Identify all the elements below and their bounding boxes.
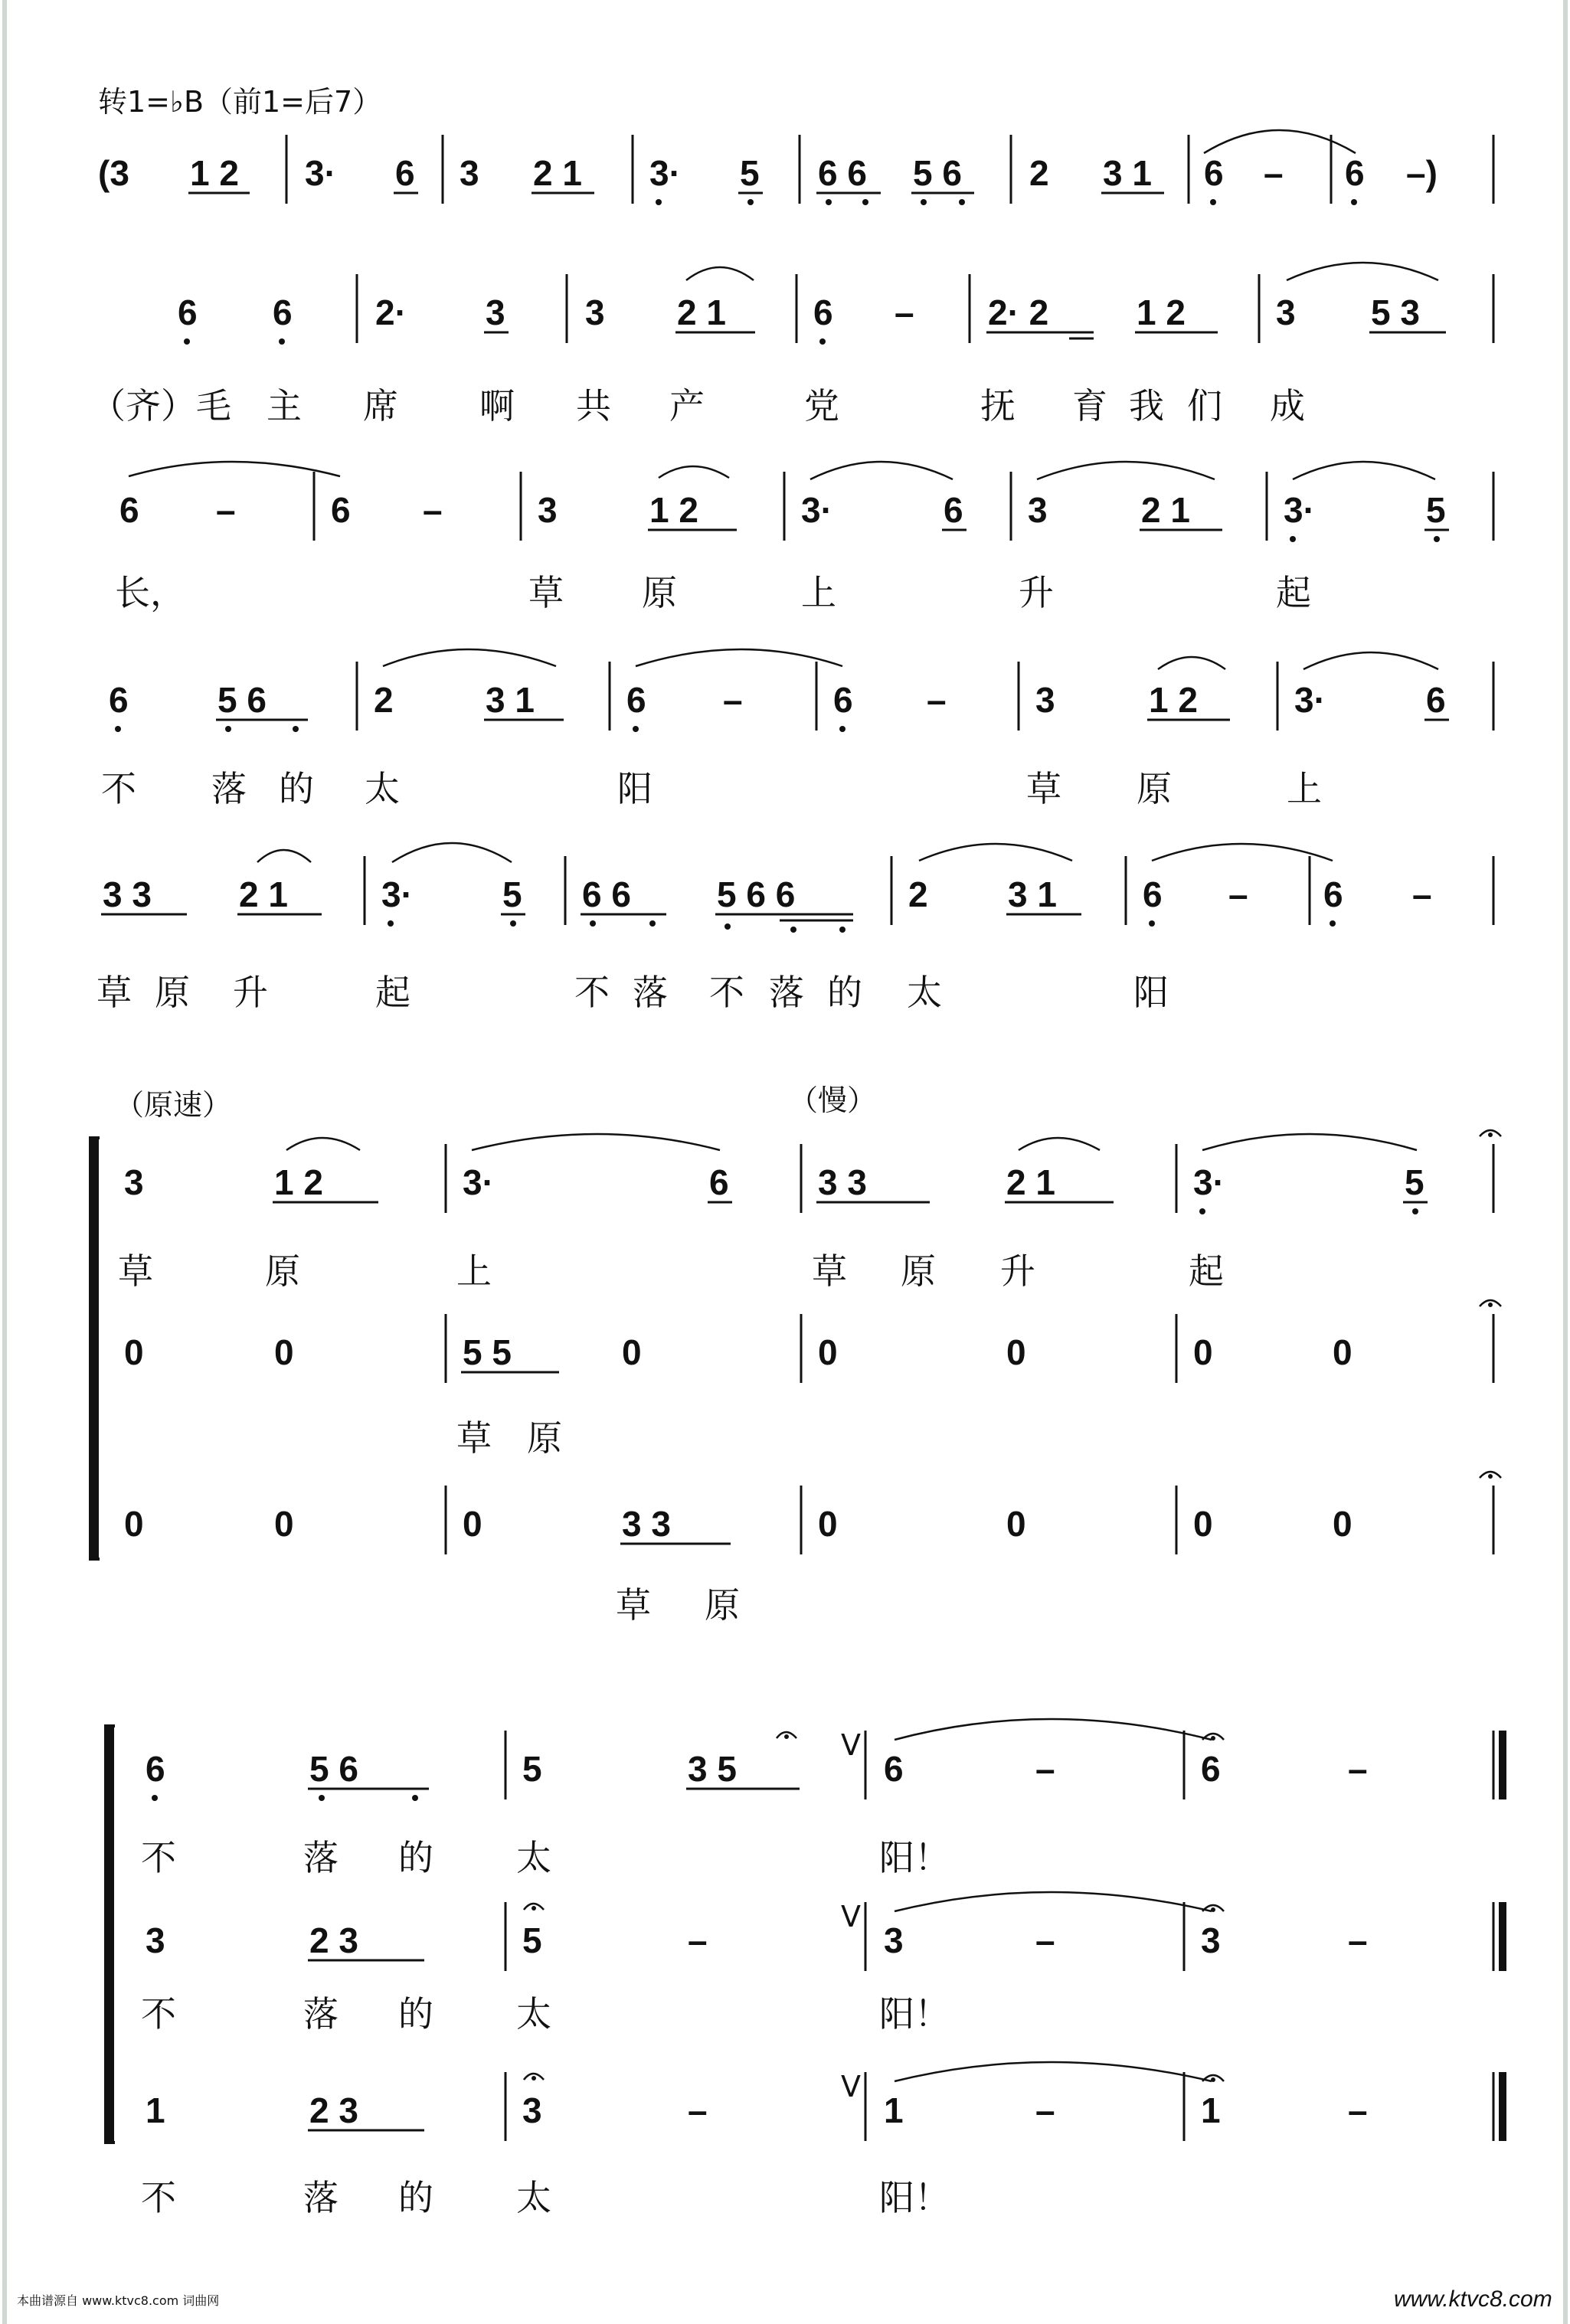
footer-source: 本曲谱源自 www.ktvc8.com 词曲网 — [17, 2293, 220, 2308]
lyric: 阳 — [1133, 972, 1169, 1013]
note: 3· — [1294, 680, 1326, 720]
low-octave-dot — [412, 1795, 418, 1801]
lyric: 不 — [141, 2177, 176, 2218]
low-octave-dot — [225, 726, 231, 732]
note: 6 — [626, 680, 646, 720]
note: 2 1 — [1006, 1162, 1055, 1202]
lyric: 党 — [804, 385, 839, 427]
system-7 — [106, 1719, 1503, 2218]
lyric: 上 — [801, 572, 836, 613]
lyric: 草 — [456, 1417, 492, 1459]
tie — [895, 2062, 1212, 2081]
lyric: 抚 — [980, 385, 1016, 427]
system-1 — [98, 130, 1493, 205]
note: 3· — [1284, 490, 1315, 530]
lyric: 草 — [118, 1250, 153, 1292]
note: 1 — [146, 2090, 165, 2130]
slur — [1019, 1138, 1100, 1150]
slur — [1037, 462, 1215, 479]
note: 6 — [1323, 874, 1343, 914]
slur — [810, 462, 953, 479]
lyric: 落 — [303, 2177, 339, 2218]
tie — [129, 462, 340, 476]
breath-mark: V — [841, 1900, 861, 1933]
note: – — [688, 2090, 708, 2130]
note: 6 — [109, 680, 129, 720]
note: 3 — [1035, 680, 1055, 720]
note: (3 — [98, 153, 129, 193]
note: 3 — [1201, 1920, 1221, 1960]
note: 0 — [1006, 1504, 1026, 1544]
note: – — [216, 490, 236, 530]
note: 3 3 — [818, 1162, 867, 1202]
low-octave-dot — [152, 1795, 158, 1801]
note: 1 2 — [1137, 293, 1186, 332]
note: 2 — [1029, 153, 1049, 193]
note: 2 1 — [239, 874, 288, 914]
lyric: 上 — [456, 1250, 492, 1292]
note: 0 — [622, 1332, 642, 1372]
lyric: 升 — [1019, 572, 1054, 613]
low-octave-dot — [633, 726, 639, 732]
note: 2 — [374, 680, 394, 720]
lyric: 草 — [96, 972, 132, 1013]
note: 3 — [522, 2090, 542, 2130]
low-octave-dot — [115, 726, 121, 732]
lyric: 不 — [574, 972, 610, 1013]
low-octave-dot — [959, 199, 965, 205]
note: – — [1035, 1749, 1055, 1789]
lyric: 阳 — [617, 768, 653, 809]
system-3 — [115, 462, 1493, 613]
lyric: 的 — [398, 1993, 433, 2035]
note: 1 — [1201, 2090, 1221, 2130]
lyric: 的 — [827, 972, 862, 1013]
note: 0 — [1333, 1332, 1352, 1372]
fermata-dot — [1488, 1133, 1493, 1137]
low-octave-dot — [921, 199, 927, 205]
lyric: 升 — [1000, 1250, 1035, 1292]
system-6 — [90, 1084, 1501, 1626]
note: 6 — [119, 490, 139, 530]
note: 3 1 — [1103, 153, 1152, 193]
note: 3· — [649, 153, 681, 193]
breath-mark: V — [841, 1728, 861, 1762]
tie — [1204, 130, 1356, 153]
lyric: 落 — [633, 972, 668, 1013]
low-octave-dot — [862, 199, 868, 205]
note: 3 3 — [622, 1504, 671, 1544]
lyric: 原 — [901, 1250, 936, 1292]
note: 3 — [486, 293, 505, 332]
footer-brand: www.ktvc8.com — [1394, 2286, 1552, 2312]
note: 5 — [522, 1920, 542, 1960]
note: – — [1264, 153, 1284, 193]
low-octave-dot — [839, 726, 846, 732]
note: 3 — [1028, 490, 1048, 530]
note: 3 — [1276, 293, 1296, 332]
tempo-slow: （慢） — [789, 1084, 877, 1117]
note: 6 — [884, 1749, 904, 1789]
lyric: 上 — [1287, 768, 1322, 809]
lyric: 原 — [155, 972, 190, 1013]
note: 5 6 — [309, 1749, 358, 1789]
lyric: 草 — [812, 1250, 847, 1292]
note: – — [1348, 2090, 1368, 2130]
note: 6 — [1426, 680, 1446, 720]
system-2 — [90, 263, 1493, 427]
low-octave-dot — [184, 338, 190, 345]
note: 0 — [1006, 1332, 1026, 1372]
low-octave-dot — [1351, 199, 1357, 205]
lyric: 主 — [267, 385, 302, 427]
fermata-dot — [532, 2076, 536, 2080]
note: 3 1 — [486, 680, 535, 720]
note: 2· 2 — [988, 293, 1049, 332]
note: 2 3 — [309, 1920, 358, 1960]
breath-mark: V — [841, 2070, 861, 2103]
lyric: 的 — [279, 768, 314, 809]
note: 6 — [1204, 153, 1224, 193]
note: – — [927, 680, 947, 720]
lyric: 我 — [1129, 385, 1164, 427]
note: 1 2 — [190, 153, 239, 193]
slur — [392, 843, 512, 862]
note: 3 — [585, 293, 605, 332]
note: 0 — [274, 1504, 294, 1544]
low-octave-dot — [1290, 536, 1296, 542]
note: 6 — [813, 293, 833, 332]
slur — [686, 267, 754, 280]
note: 0 — [124, 1504, 144, 1544]
note: 3 3 — [103, 874, 152, 914]
note: 6 — [146, 1749, 165, 1789]
note: 0 — [1193, 1504, 1213, 1544]
low-octave-dot — [293, 726, 299, 732]
slur — [1202, 1134, 1417, 1150]
note: 3 — [538, 490, 558, 530]
lyric: 草 — [616, 1584, 651, 1626]
lyric: 的 — [398, 1837, 433, 1878]
slur — [1303, 652, 1438, 669]
note: 3· — [305, 153, 336, 193]
low-octave-dot — [790, 927, 796, 933]
lyric: 升 — [233, 972, 268, 1013]
note: 0 — [818, 1332, 838, 1372]
note: 6 — [178, 293, 198, 332]
low-octave-dot — [1149, 920, 1155, 927]
note: 1 2 — [274, 1162, 323, 1202]
lyric: 原 — [1137, 768, 1172, 809]
lyric: 席 — [363, 385, 398, 427]
note: 6 — [1143, 874, 1163, 914]
note: – — [688, 1920, 708, 1960]
tempo-original: （原速） — [115, 1088, 232, 1122]
note: 3 — [124, 1162, 144, 1202]
note: 5 3 — [1371, 293, 1420, 332]
low-octave-dot — [388, 920, 394, 927]
lyric: 起 — [1189, 1250, 1224, 1292]
note: 6 — [944, 490, 963, 530]
low-octave-dot — [1412, 1208, 1418, 1214]
lyric: 起 — [375, 972, 410, 1013]
note: 5 — [522, 1749, 542, 1789]
note: 3· — [1193, 1162, 1225, 1202]
low-octave-dot — [656, 199, 662, 205]
note: 2 1 — [677, 293, 726, 332]
tie — [1152, 844, 1333, 861]
note: 6 — [709, 1162, 729, 1202]
low-octave-dot — [1210, 199, 1216, 205]
low-octave-dot — [590, 920, 596, 927]
note: 3· — [801, 490, 832, 530]
slur — [257, 850, 311, 862]
system-4 — [101, 649, 1493, 809]
slur — [1293, 462, 1435, 479]
note: – — [1348, 1920, 1368, 1960]
note: – — [423, 490, 443, 530]
low-octave-dot — [1434, 536, 1440, 542]
note: 6 — [395, 153, 415, 193]
lyric: 起 — [1276, 572, 1311, 613]
low-octave-dot — [279, 338, 285, 345]
lyric: 们 — [1187, 385, 1222, 427]
slur — [659, 466, 729, 478]
lyric: 育 — [1072, 385, 1107, 427]
note: 1 2 — [1149, 680, 1198, 720]
note: 3 — [460, 153, 479, 193]
fermata-dot — [1488, 1474, 1493, 1479]
lyric: 产 — [669, 385, 705, 427]
low-octave-dot — [649, 920, 656, 927]
note: 2 1 — [533, 153, 582, 193]
low-octave-dot — [510, 920, 516, 927]
lyric: 阳！ — [879, 1993, 950, 2035]
note: 6 — [273, 293, 293, 332]
tie — [895, 1892, 1212, 1911]
low-octave-dot — [826, 199, 832, 205]
note: – — [1035, 2090, 1055, 2130]
note: 3 — [146, 1920, 165, 1960]
lyric: 太 — [516, 2177, 551, 2218]
lyric: 阳！ — [879, 1837, 950, 1878]
slur — [1158, 657, 1225, 669]
lyric: 阳！ — [879, 2177, 950, 2218]
lyric: 原 — [527, 1417, 562, 1459]
note: 0 — [1193, 1332, 1213, 1372]
lyric: 草 — [528, 572, 564, 613]
note: 3· — [381, 874, 413, 914]
fermata-dot — [1488, 1303, 1493, 1307]
note: 6 — [331, 490, 351, 530]
lyric: 原 — [705, 1584, 740, 1626]
note: 6 6 — [818, 153, 867, 193]
lyric: 成 — [1270, 385, 1305, 427]
lyric: 落 — [303, 1837, 339, 1878]
lyric: 长， — [115, 572, 185, 613]
note: 5 — [1426, 490, 1446, 530]
lyric: 落 — [303, 1993, 339, 2035]
note: – — [1035, 1920, 1055, 1960]
fermata-dot — [784, 1734, 789, 1739]
low-octave-dot — [819, 338, 826, 345]
note: 0 — [463, 1504, 482, 1544]
note: 6 6 — [582, 874, 631, 914]
lyric: 太 — [365, 768, 400, 809]
note: 0 — [818, 1504, 838, 1544]
note: 2· — [375, 293, 407, 332]
slur — [286, 1138, 360, 1150]
fermata-dot — [532, 1906, 536, 1911]
slur — [1287, 263, 1438, 280]
lyric: 原 — [265, 1250, 300, 1292]
note: –) — [1406, 153, 1438, 193]
key-change-label: 转1=♭B（前1=后7） — [98, 85, 382, 119]
note: 5 — [502, 874, 522, 914]
note: 5 5 — [463, 1332, 512, 1372]
slur — [919, 844, 1072, 861]
low-octave-dot — [747, 199, 754, 205]
note: – — [895, 293, 914, 332]
low-octave-dot — [319, 1795, 325, 1801]
note: 3 5 — [688, 1749, 737, 1789]
note: 3 — [884, 1920, 904, 1960]
slur — [383, 649, 556, 666]
lyric: 不 — [101, 768, 136, 809]
lyric: 太 — [516, 1837, 551, 1878]
note: 0 — [124, 1332, 144, 1372]
lyric: 共 — [576, 385, 611, 427]
note: – — [1228, 874, 1248, 914]
note: 2 — [908, 874, 928, 914]
note: 5 6 — [218, 680, 267, 720]
note: 6 — [833, 680, 853, 720]
note: 5 6 — [913, 153, 962, 193]
slur — [472, 1134, 720, 1150]
lyric: 落 — [211, 768, 247, 809]
note: 1 — [884, 2090, 904, 2130]
lyric: 不 — [709, 972, 744, 1013]
lyric: 不 — [141, 1993, 176, 2035]
note: 5 6 6 — [717, 874, 796, 914]
note: 5 — [1405, 1162, 1424, 1202]
lyric: 不 — [141, 1837, 176, 1878]
low-octave-dot — [724, 923, 731, 930]
lyric: 啊 — [479, 385, 515, 427]
note: – — [1412, 874, 1432, 914]
lyric: 太 — [516, 1993, 551, 2035]
note: 2 1 — [1141, 490, 1190, 530]
note: 6 — [1345, 153, 1365, 193]
note: 2 3 — [309, 2090, 358, 2130]
lyric: 的 — [398, 2177, 433, 2218]
lyric: 太 — [907, 972, 942, 1013]
lyric: （齐）毛 — [90, 385, 231, 427]
note: 0 — [274, 1332, 294, 1372]
lyric: 草 — [1026, 768, 1061, 809]
note: 5 — [740, 153, 760, 193]
low-octave-dot — [839, 927, 846, 933]
note: 3· — [463, 1162, 494, 1202]
lyric: 原 — [642, 572, 677, 613]
note: – — [1348, 1749, 1368, 1789]
tie — [895, 1719, 1212, 1740]
note: – — [723, 680, 743, 720]
note: 1 2 — [649, 490, 698, 530]
note: 3 1 — [1008, 874, 1057, 914]
tie — [636, 649, 842, 666]
low-octave-dot — [1199, 1208, 1205, 1214]
low-octave-dot — [1330, 920, 1336, 927]
lyric: 落 — [769, 972, 804, 1013]
note: 0 — [1333, 1504, 1352, 1544]
note: 6 — [1201, 1749, 1221, 1789]
system-5 — [96, 843, 1493, 1013]
